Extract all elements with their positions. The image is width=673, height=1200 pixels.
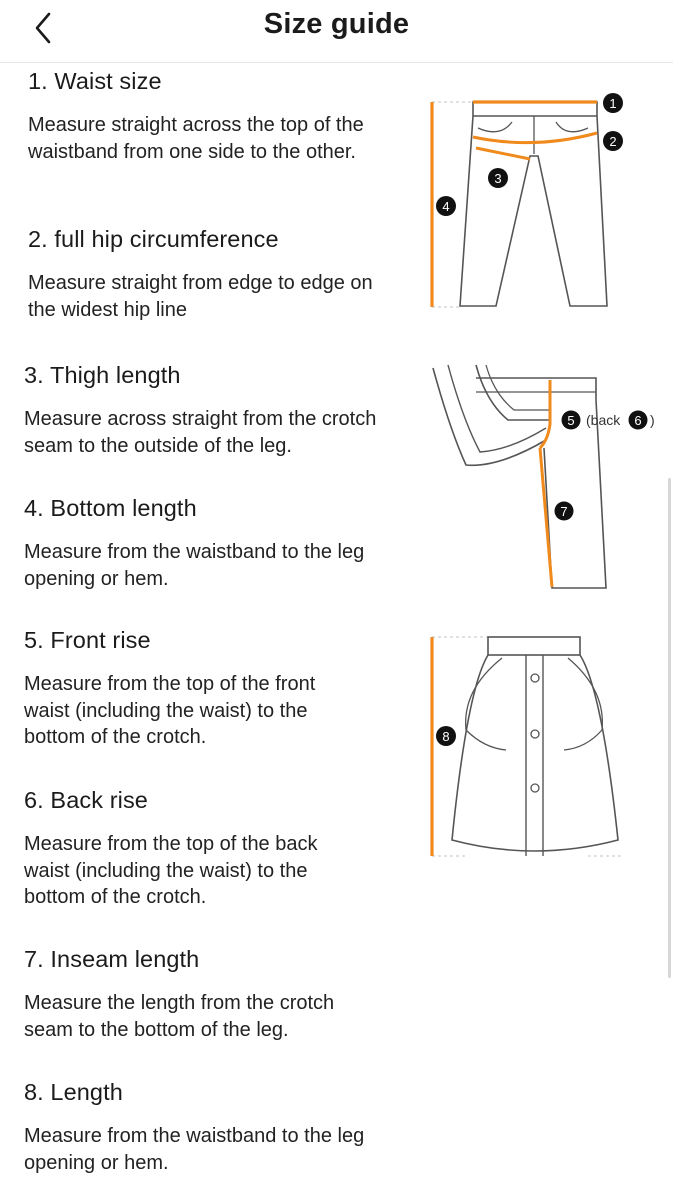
marker-3	[488, 168, 508, 188]
section-description: Measure from the waistband to the leg opening or hem.	[24, 541, 365, 590]
marker-4	[436, 196, 456, 216]
section-title: 6. Back rise	[24, 787, 148, 813]
skirt-diagram	[422, 630, 632, 865]
marker-7	[555, 502, 574, 521]
marker-label: 6	[634, 413, 642, 428]
section-length	[24, 1079, 404, 1176]
section-bottom-length	[24, 495, 404, 592]
section-title: 8. Length	[24, 1079, 123, 1105]
section-description: Measure straight from edge to edge on the widest hip line	[28, 272, 373, 321]
section-inseam-length	[24, 946, 404, 1043]
section-back-rise	[24, 787, 404, 911]
section-description: Measure straight across the top of the waistband from one side to the other.	[28, 114, 364, 163]
marker-5	[562, 411, 581, 430]
marker-label: 5	[567, 413, 575, 428]
section-waist-size	[28, 68, 408, 165]
marker-label: 3	[494, 171, 502, 186]
section-title: 7. Inseam length	[24, 946, 200, 972]
section-description: Measure the length from the crotch seam to the bottom of the leg.	[24, 992, 335, 1041]
section-description: Measure from the waistband to the leg opening or hem.	[24, 1125, 365, 1174]
marker-1	[603, 93, 623, 113]
marker-label: 2	[609, 134, 617, 149]
section-title: 3. Thigh length	[24, 362, 181, 388]
section-description: Measure across straight from the crotch seam to the outside of the leg.	[24, 408, 377, 457]
section-title: 2. full hip circumference	[28, 226, 279, 252]
section-thigh-length	[24, 362, 404, 459]
top-bar	[0, 0, 673, 63]
section-hip-circumference	[28, 226, 408, 323]
marker-label: 8	[442, 729, 450, 744]
marker-6	[629, 411, 648, 430]
section-description: Measure from the top of the back waist (including the waist) to the bottom of the crotch.	[24, 833, 318, 908]
close-paren: )	[650, 412, 655, 428]
back-label: (back	[586, 412, 621, 428]
section-front-rise	[24, 627, 404, 751]
section-title: 1. Waist size	[28, 68, 162, 94]
pants-front-diagram	[420, 88, 640, 318]
marker-8	[436, 726, 456, 746]
marker-2	[603, 131, 623, 151]
page-title: Size guide	[263, 8, 410, 40]
pants-side-diagram	[428, 360, 668, 595]
section-title: 4. Bottom length	[24, 495, 197, 521]
marker-label: 4	[442, 199, 450, 214]
section-title: 5. Front rise	[24, 627, 151, 653]
scrollbar[interactable]	[668, 478, 671, 978]
marker-label: 7	[560, 504, 568, 519]
section-description: Measure from the top of the front waist (including the waist) to the bottom of the crotch.	[24, 673, 316, 748]
marker-label: 1	[609, 96, 617, 111]
